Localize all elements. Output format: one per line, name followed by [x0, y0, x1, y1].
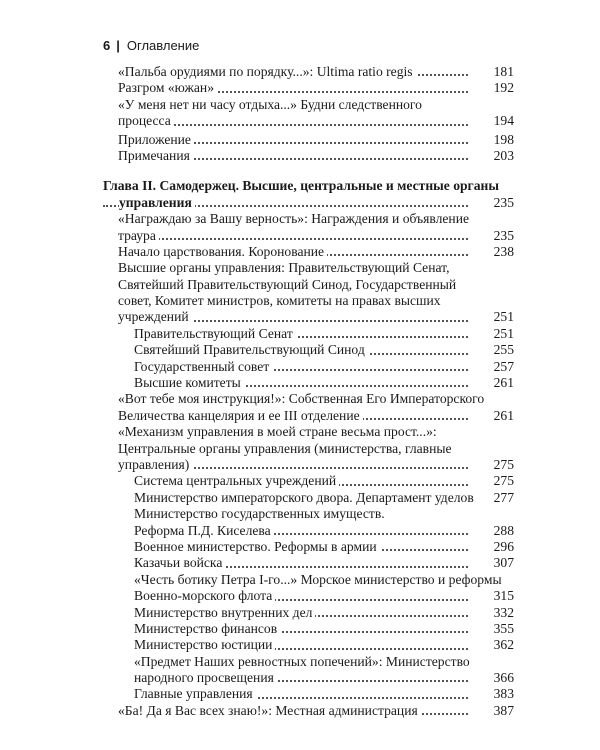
page-ref: 261: [493, 407, 514, 423]
page-ref: 315: [493, 588, 514, 604]
toc-entry-text: «Механизм управления в моей стране весьма прост...»:: [118, 424, 440, 439]
toc-entry[interactable]: [0, 473, 600, 489]
toc-entry[interactable]: [0, 80, 600, 96]
toc-entry-text: «Вот тебе моя инструкция!»: Собственная Его Императорского: [118, 391, 487, 406]
toc-entry[interactable]: [0, 605, 600, 621]
toc-entry-text: Министерство внутренних дел: [134, 605, 315, 620]
page-ref: 362: [493, 637, 514, 653]
page-ref: 235: [493, 227, 514, 243]
page-ref: 307: [493, 555, 514, 571]
page-ref: 275: [493, 473, 514, 489]
page-number: 6: [103, 38, 111, 53]
page-ref: 198: [493, 131, 514, 147]
page-ref: 251: [493, 325, 514, 341]
toc-entry-text: народного просвещения: [134, 670, 277, 685]
toc-entry-text: «Честь ботику Петра I-го...» Морское министерство и реформы: [134, 572, 505, 587]
toc-entry[interactable]: [0, 97, 600, 130]
page-ref: 194: [493, 113, 514, 129]
toc-entry[interactable]: [0, 555, 600, 571]
page-ref: 383: [493, 686, 514, 702]
toc-entry[interactable]: [0, 654, 600, 687]
toc-entry-text: «У меня нет ни часу отдыха...» Будни следственного: [118, 97, 425, 112]
toc-entry-text: «Пальба орудиями по порядку...»: Ultima ratio regis: [118, 64, 416, 79]
toc-entry-text: Святейший Правительствующий Синод, Государственный: [118, 277, 459, 292]
toc-entry-text: управления: [119, 195, 195, 210]
page-ref: 387: [493, 702, 514, 718]
toc-entry-text: Центральные органы управления (министерства, главные: [118, 441, 455, 456]
toc-entry-text: Разгром «южан»: [118, 80, 217, 95]
toc-entry-text: Министерство юстиции: [134, 637, 275, 652]
page-ref: 203: [493, 147, 514, 163]
toc-entry-text: Военное министерство. Реформы в армии: [134, 539, 380, 554]
page-ref: 355: [493, 620, 514, 636]
toc-entry[interactable]: [0, 64, 600, 80]
toc-entry-text: Главные управления: [134, 686, 256, 701]
toc-entry-text: Военно-морского флота: [134, 588, 275, 603]
page-ref: 332: [493, 604, 514, 620]
toc-entry-text: Глава II. Самодержец. Высшие, центральные и местные органы: [103, 178, 502, 193]
toc-entry[interactable]: [0, 326, 600, 342]
toc-entry-text: Система центральных учреждений: [134, 473, 339, 488]
toc-entry-text: «Награждаю за Вашу верность»: Награждения и объявление: [118, 211, 472, 226]
toc-entry-text: Министерство государственных имуществ.: [134, 506, 388, 521]
dot-leader: [118, 238, 468, 240]
header-separator: |: [116, 38, 120, 53]
toc-entry[interactable]: [0, 506, 600, 539]
page-ref: 181: [493, 64, 514, 79]
toc-entry[interactable]: [0, 244, 600, 260]
toc-entry[interactable]: [0, 260, 600, 326]
toc-entry[interactable]: [0, 490, 600, 506]
toc-entry[interactable]: [0, 686, 600, 702]
toc-entry-text: Начало царствования. Коронование: [118, 244, 327, 259]
page-ref: 261: [493, 375, 514, 391]
page-ref: 296: [493, 538, 514, 554]
toc-entry[interactable]: [0, 148, 600, 164]
toc-entry[interactable]: [0, 211, 600, 244]
page-ref: 255: [493, 342, 514, 358]
toc-entry-text: Приложение: [118, 132, 194, 147]
page-ref: 366: [493, 670, 514, 686]
section-gap: [0, 164, 600, 178]
page-ref: 275: [493, 456, 514, 472]
toc-entry-text: Казачьи войска: [134, 555, 225, 570]
toc-entry-text: управления): [118, 457, 192, 472]
toc-entry[interactable]: [0, 342, 600, 358]
toc-entry-text: процесса: [118, 113, 174, 128]
toc-entry-text: совет, Комитет министров, комитеты на правах высших: [118, 293, 444, 308]
page-ref: 235: [493, 194, 514, 210]
toc-entry-text: Реформа П.Д. Киселева: [134, 523, 274, 538]
page-ref: 192: [493, 80, 514, 96]
toc-entry-text: Святейший Правительствующий Синод: [134, 342, 368, 357]
page-ref: 238: [493, 243, 514, 259]
toc-entry[interactable]: [0, 703, 600, 719]
toc-entry-text: «Ба! Да я Вас всех знаю!»: Местная администрация: [118, 703, 421, 718]
toc-entry-text: учреждений: [118, 309, 192, 324]
toc-entry-text: Министерство финансов: [134, 621, 280, 636]
toc-entry-text: Величества канцелярия и ее III отделение: [118, 408, 363, 423]
table-of-contents: [0, 64, 600, 719]
toc-entry-text: «Предмет Наших ревностных попечений»: Министерство: [134, 654, 473, 669]
toc-entry-text: Государственный совет: [134, 359, 272, 374]
toc-entry-text: Примечания: [118, 148, 193, 163]
toc-entry-text: Министерство императорского двора. Департамент уделов: [134, 490, 477, 505]
toc-entry[interactable]: [0, 539, 600, 555]
chapter-heading[interactable]: [0, 178, 600, 211]
page-ref: 288: [493, 522, 514, 538]
toc-entry[interactable]: [0, 572, 600, 605]
header-title: Оглавление: [126, 38, 200, 53]
toc-entry[interactable]: [0, 132, 600, 148]
page-ref: 251: [493, 309, 514, 325]
toc-entry-text: Высшие комитеты: [134, 375, 244, 390]
toc-entry-text: Правительствующий Сенат: [134, 326, 296, 341]
toc-entry[interactable]: [0, 391, 600, 424]
toc-entry[interactable]: [0, 375, 600, 391]
toc-entry-text: траура: [118, 228, 159, 243]
toc-entry[interactable]: [0, 637, 600, 653]
page-ref: 277: [493, 489, 514, 505]
toc-entry[interactable]: [0, 424, 600, 473]
running-header: [103, 38, 199, 54]
toc-entry[interactable]: [0, 359, 600, 375]
page-ref: 257: [493, 358, 514, 374]
toc-entry-text: Высшие органы управления: Правительствующий Сенат,: [118, 260, 453, 275]
toc-entry[interactable]: [0, 621, 600, 637]
